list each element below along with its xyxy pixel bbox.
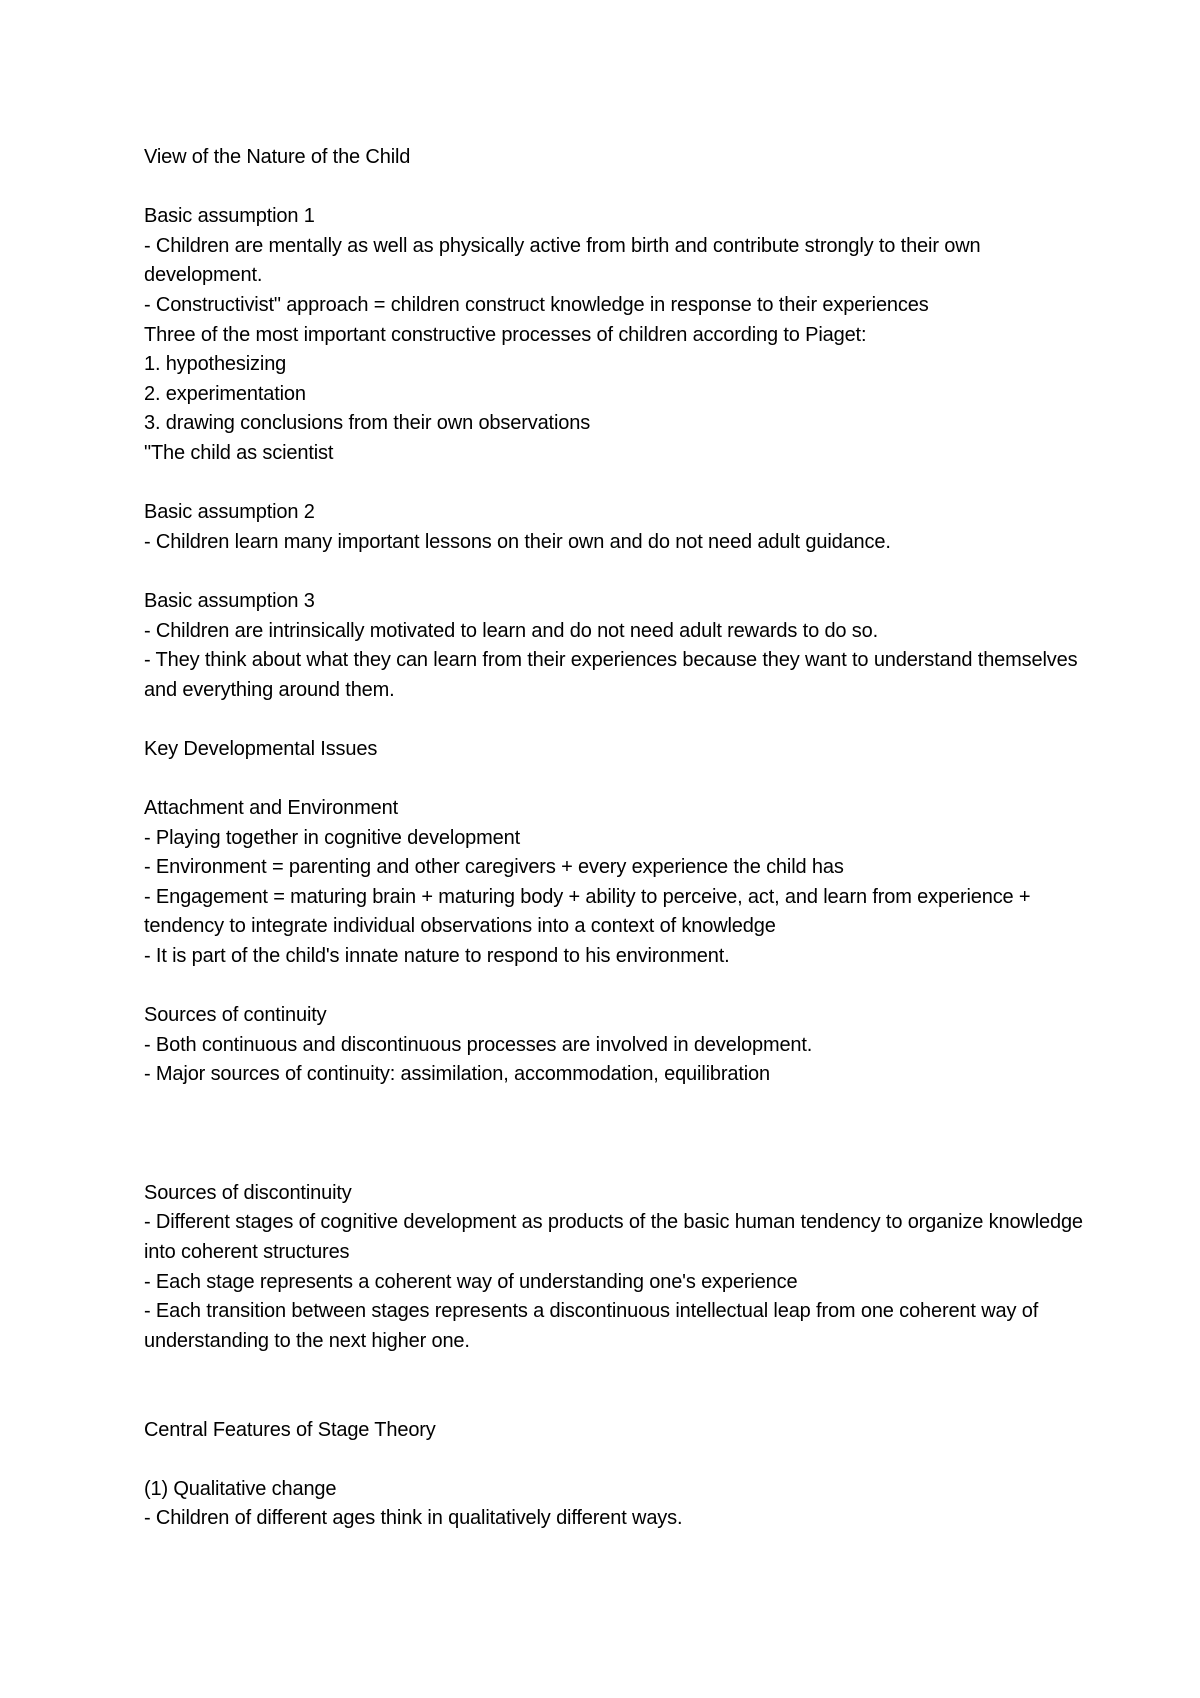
section-heading-continuity: Sources of continuity [144,1004,327,1027]
discontinuity-line-3: - Each transition between stages represents a discontinuous intellectual leap from one coherent way of understanding to the next higher one. [144,1300,1039,1352]
attachment-line-3: - Engagement = maturing brain + maturing body + ability to perceive, act, and learn from experience + tendency to integrate individual observations into a context of knowledge [144,885,1031,938]
discontinuity-line-2: - Each stage represents a coherent way of understanding one's experience [144,1270,798,1293]
discontinuity-line-1: - Different stages of cognitive development as products of the basic human tendency to organize knowledge into coherent structures [144,1211,1083,1263]
section-heading-qualitative-change: (1) Qualitative change [144,1477,337,1500]
section-heading-assumption-2: Basic assumption 2 [144,501,315,524]
continuity-line-2: - Major sources of continuity: assimilation, accommodation, equilibration [144,1063,771,1086]
continuity-line-1: - Both continuous and discontinuous processes are involved in development. [144,1033,813,1056]
spacer [144,1445,1084,1475]
attachment-line-1: - Playing together in cognitive development [144,826,521,849]
section-heading-key-issues: Key Developmental Issues [144,737,378,760]
assumption-1-list-item-3: 3. drawing conclusions from their own observations [144,412,591,435]
spacer [144,173,1084,203]
spacer [144,705,1084,735]
document-body [144,143,1084,1534]
spacer [144,469,1084,499]
spacer [144,1356,1084,1415]
section-heading-attachment: Attachment and Environment [144,797,399,820]
attachment-line-4: - It is part of the child's innate nature to respond to his environment. [144,945,730,968]
section-heading-assumption-3: Basic assumption 3 [144,589,315,612]
assumption-1-list-item-1: 1. hypothesizing [144,353,287,376]
spacer [144,764,1084,794]
spacer [144,972,1084,1002]
section-heading-stage-theory: Central Features of Stage Theory [144,1418,436,1441]
section-heading-assumption-1: Basic assumption 1 [144,205,315,228]
attachment-line-2: - Environment = parenting and other caregivers + every experience the child has [144,856,844,879]
assumption-3-line-1: - Children are intrinsically motivated to learn and do not need adult rewards to do so. [144,619,879,642]
document-title: View of the Nature of the Child [144,146,411,168]
assumption-2-line-1: - Children learn many important lessons on their own and do not need adult guidance. [144,530,891,553]
assumption-1-line-7: "The child as scientist [144,441,334,464]
section-heading-discontinuity: Sources of discontinuity [144,1181,352,1204]
spacer [144,557,1084,587]
assumption-3-line-2: - They think about what they can learn from their experiences because they want to understand themselves and everything around them. [144,649,1078,701]
qualitative-change-line-1: - Children of different ages think in qualitatively different ways. [144,1507,683,1530]
assumption-1-list-item-2: 2. experimentation [144,382,306,405]
assumption-1-line-1: - Children are mentally as well as physically active from birth and contribute strongly to their own development. [144,234,981,287]
assumption-1-line-2: - Constructivist" approach = children construct knowledge in response to their experiences [144,293,929,316]
assumption-1-line-3: Three of the most important constructive processes of children according to Piaget: [144,323,867,346]
spacer [144,1090,1084,1179]
